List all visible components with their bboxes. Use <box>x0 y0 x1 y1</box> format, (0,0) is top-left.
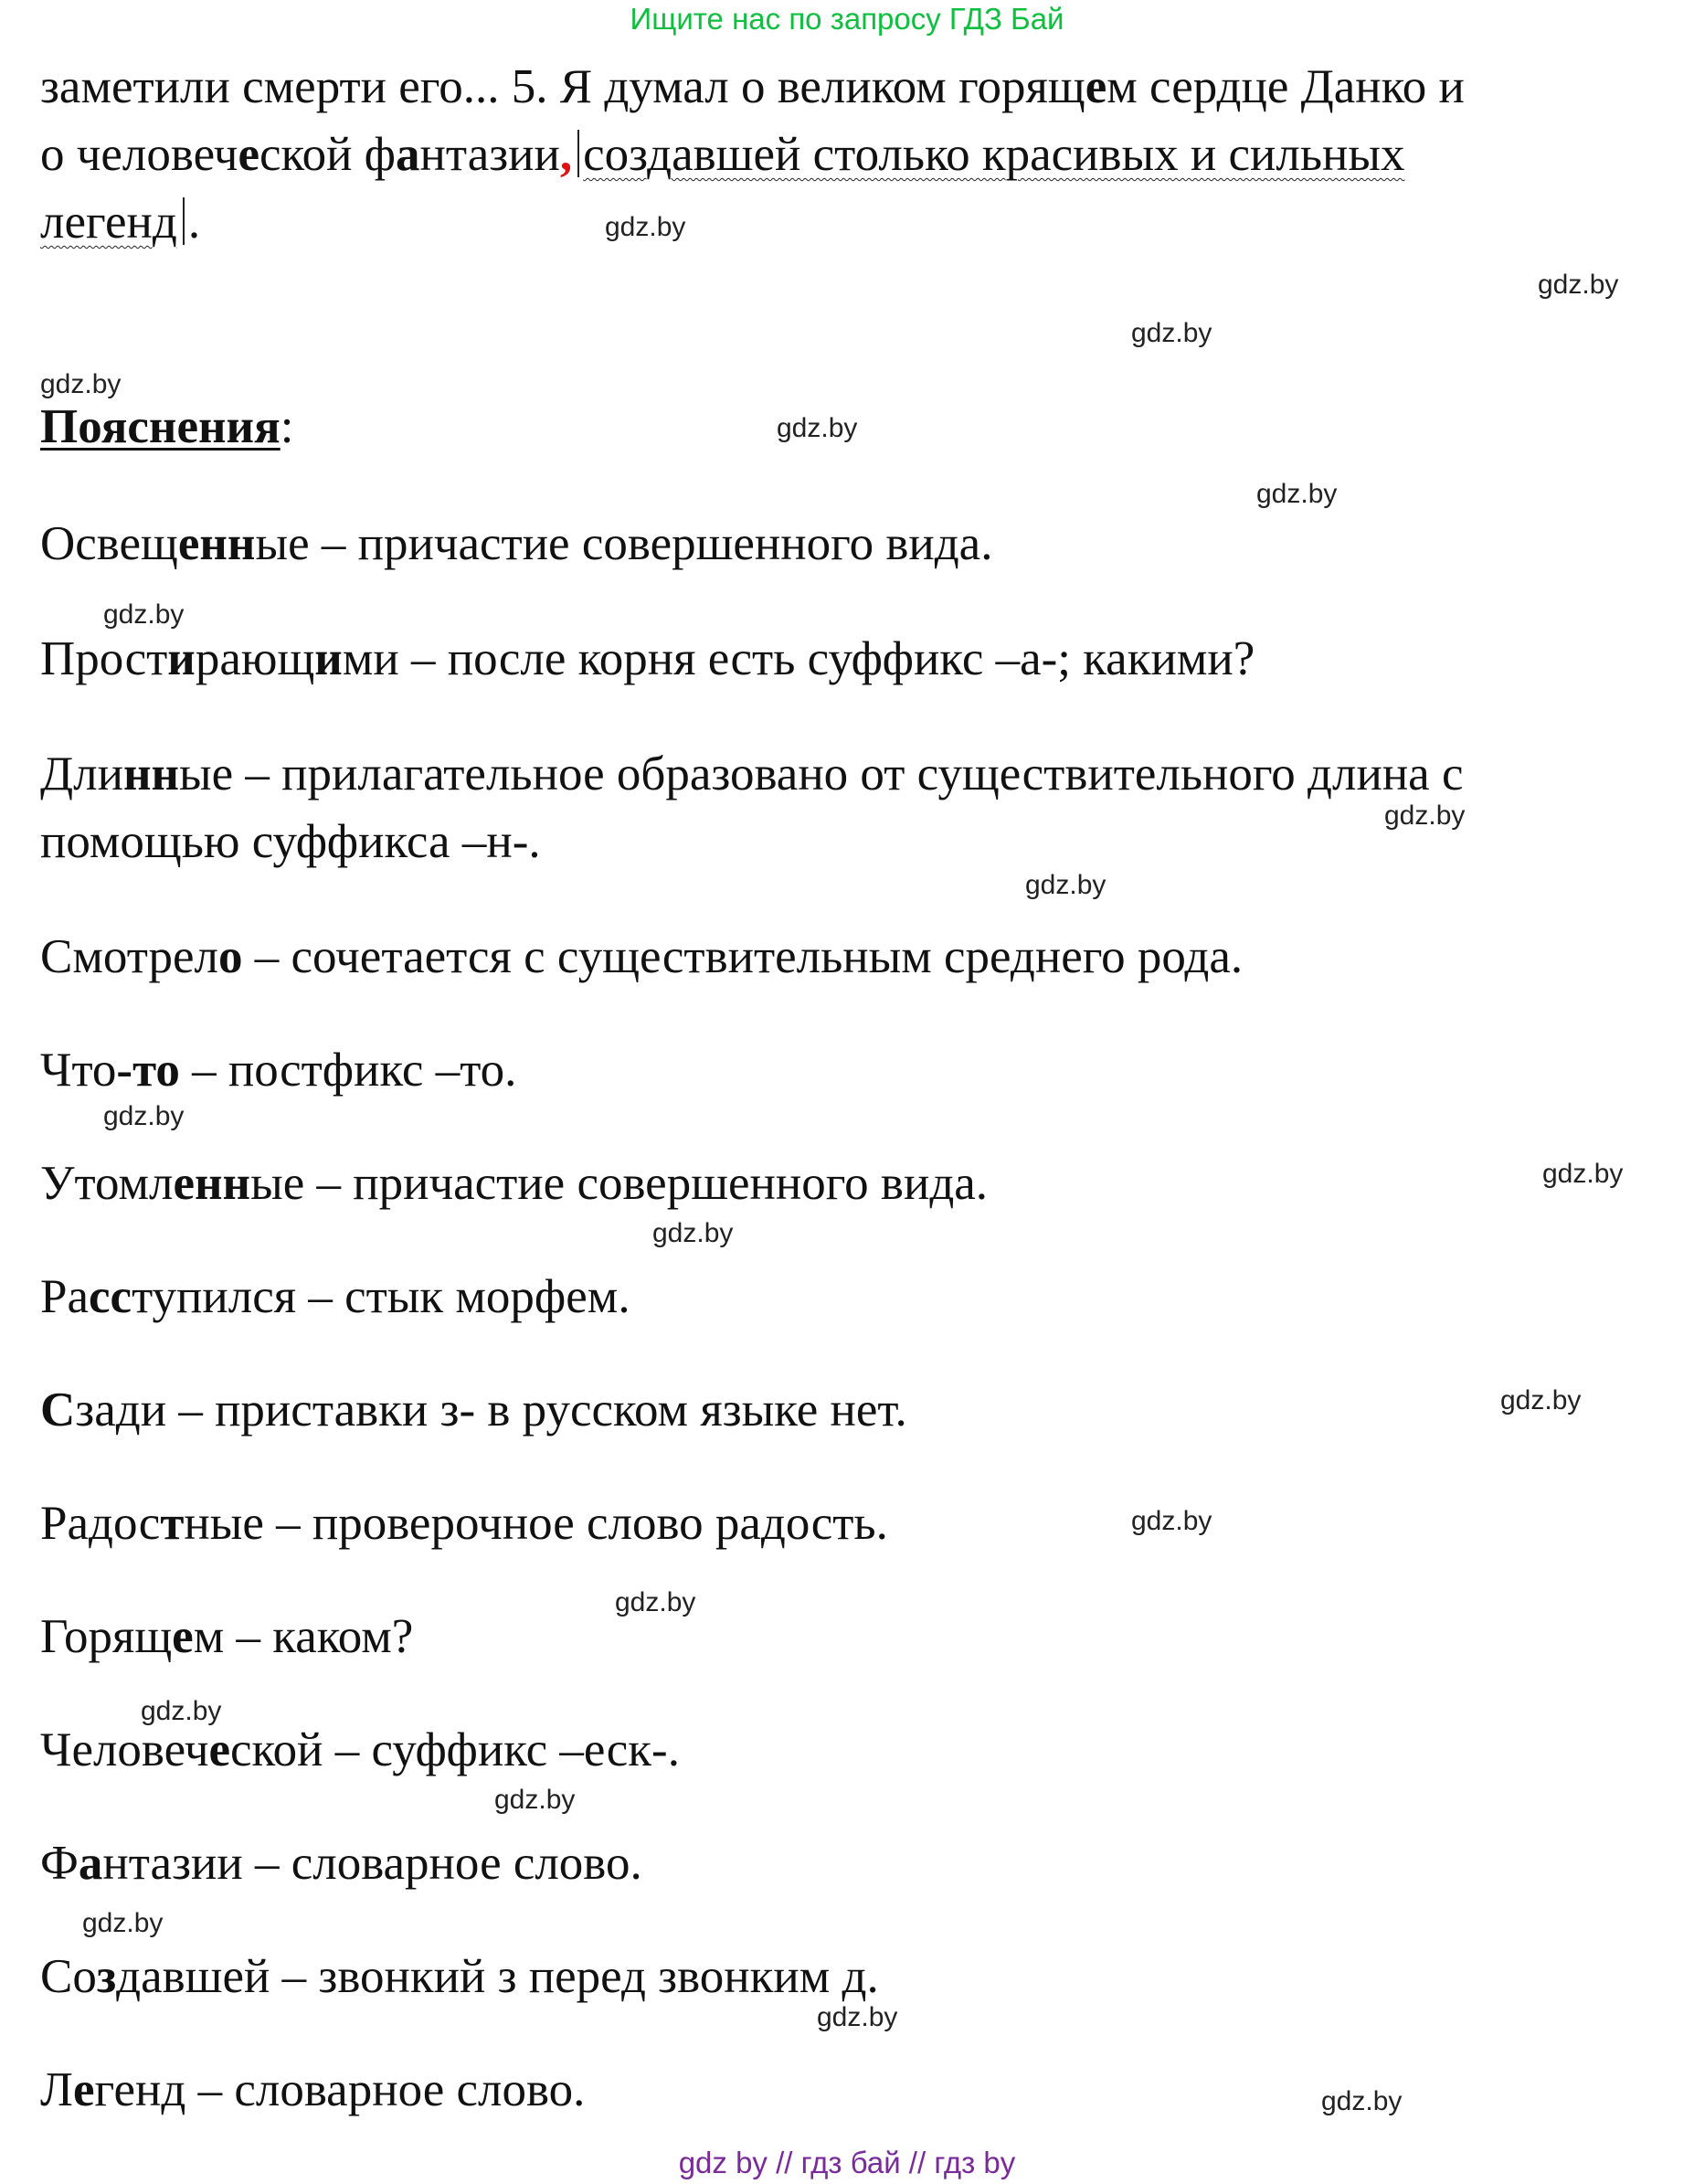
watermark: gdz.by <box>82 1908 164 1938</box>
red-comma: , <box>559 128 573 181</box>
watermark: gdz.by <box>1500 1385 1582 1415</box>
watermark: gdz.by <box>1256 479 1338 509</box>
watermark: gdz.by <box>103 599 185 630</box>
watermark: gdz.by <box>1538 270 1619 300</box>
participle-bracket-close <box>183 197 185 245</box>
explanation-line: Фантазии – словарное слово. <box>40 1837 642 1890</box>
explanation-line: Сзади – приставки з- в русском языке нет. <box>40 1384 907 1437</box>
participle-bracket-open <box>577 130 579 177</box>
explanation-line: Что-то – постфикс –то. <box>40 1044 517 1097</box>
participle-phrase-part2: легенд <box>40 196 177 249</box>
footer-links: gdz by // гдз бай // гдз by <box>678 2146 1016 2179</box>
intro-line-1: заметили смерти его... 5. Я думал о великом горящем сердце Данко и <box>40 60 1465 113</box>
watermark: gdz.by <box>777 413 858 443</box>
watermark: gdz.by <box>141 1696 222 1726</box>
intro-line-2: о человеческой фантазии, создавшей столько красивых и сильных <box>40 128 1405 181</box>
top-banner: Ищите нас по запросу ГДЗ Бай <box>630 2 1064 36</box>
explanation-line: Утомленные – причастие совершенного вида. <box>40 1157 989 1210</box>
watermark: gdz.by <box>652 1218 734 1248</box>
participle-phrase-part1: создавшей столько красивых и сильных <box>583 128 1405 181</box>
watermark: gdz.by <box>605 212 686 242</box>
watermark: gdz.by <box>615 1587 696 1617</box>
explanation-line: Человеческой – суффикс –еск-. <box>40 1723 680 1776</box>
watermark: gdz.by <box>1025 870 1106 900</box>
watermark: gdz.by <box>1384 800 1466 831</box>
explanation-line: Горящем – каком? <box>40 1610 414 1663</box>
watermark: gdz.by <box>494 1785 576 1815</box>
explanation-line: Длинные – прилагательное образовано от существительного длина с помощью суффикса –н-. <box>40 747 1464 868</box>
watermark: gdz.by <box>40 369 122 399</box>
explanations-heading: Пояснения: <box>40 400 294 453</box>
intro-paragraph <box>40 53 1667 256</box>
explanation-line: Легенд – словарное слово. <box>40 2063 586 2116</box>
watermark: gdz.by <box>1131 1506 1212 1536</box>
watermark: gdz.by <box>1542 1159 1624 1189</box>
explanation-line: Освещенные – причастие совершенного вида. <box>40 517 993 570</box>
explanation-line: Смотрело – сочетается с существительным среднего рода. <box>40 930 1244 983</box>
watermark: gdz.by <box>1321 2086 1403 2116</box>
explanation-line: Расступился – стык морфем. <box>40 1270 630 1323</box>
watermark: gdz.by <box>817 2002 898 2032</box>
watermark: gdz.by <box>103 1101 185 1131</box>
explanation-line: Простирающими – после корня есть суффикс –а-; какими? <box>40 632 1255 685</box>
explanation-line: Радостные – проверочное слово радость. <box>40 1497 888 1550</box>
watermark: gdz.by <box>1131 318 1212 348</box>
explanation-line: Создавшей – звонкий з перед звонким д. <box>40 1950 879 2003</box>
intro-line-3: легенд . <box>40 196 201 249</box>
